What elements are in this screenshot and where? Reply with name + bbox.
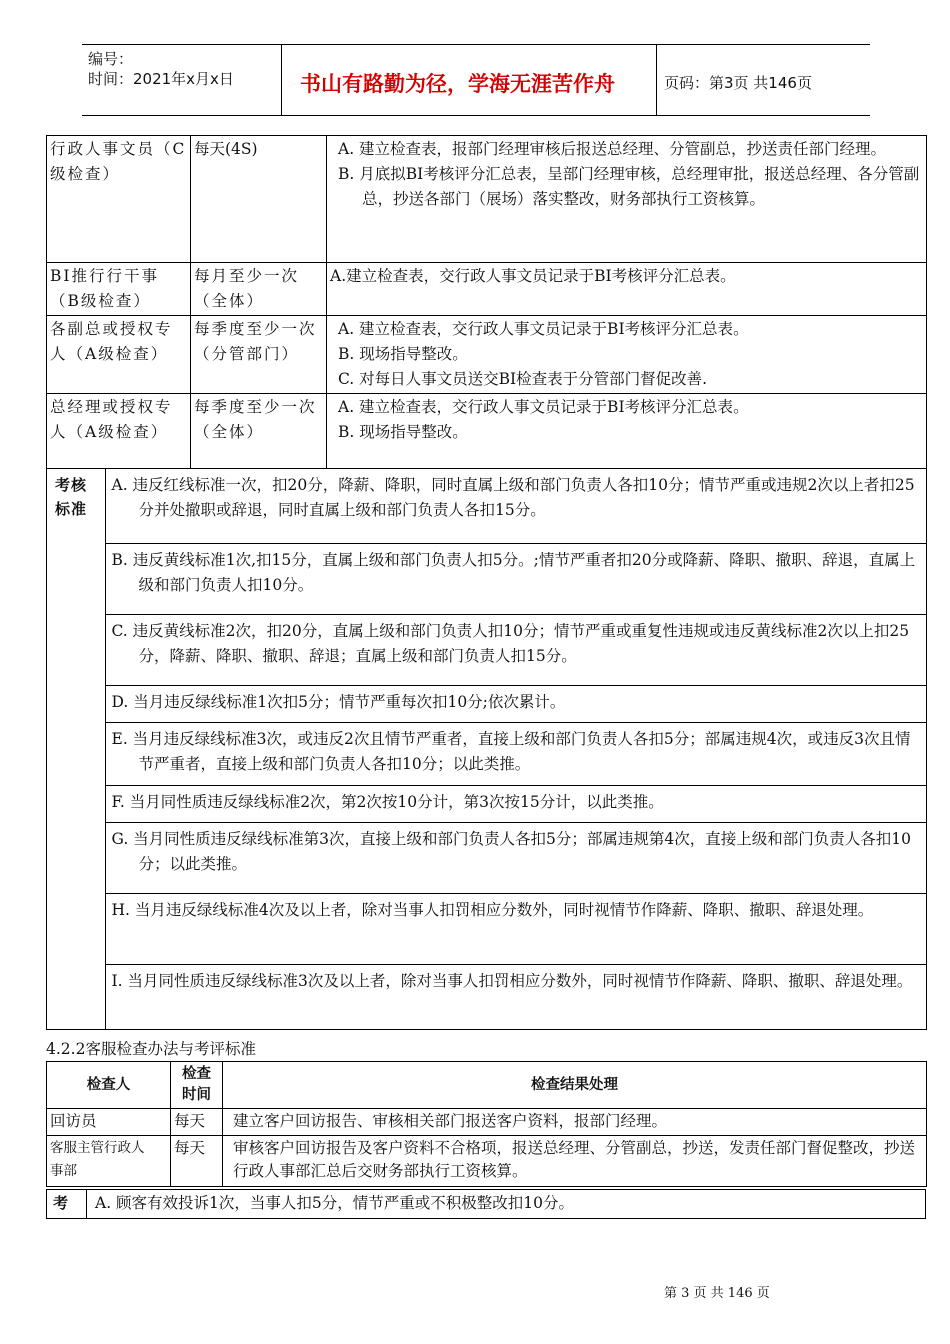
section-title: 4.2.2客服检查办法与考评标准: [46, 1040, 256, 1058]
table-header-row: [47, 1062, 927, 1109]
criteria-text: I. 当月同性质违反绿线标准3次及以上者，除对当事人扣罚相应分数外，同时视情节作降薪、降职、撤职、辞退处理。: [111, 972, 913, 990]
inspection-result: 建立客户回访报告、审核相关部门报送客户资料，报部门经理。: [223, 1109, 927, 1136]
criteria-item: A. 顾客有效投诉1次，当事人扣5分，情节严重或不积极整改扣10分。: [87, 1190, 926, 1219]
criteria-text: B. 违反黄线标准1次,扣15分，直属上级和部门负责人扣5分。;情节严重者扣20分或降薪、降职、撤职、辞退，直属上级和部门负责人扣10分。: [111, 551, 916, 594]
inspection-actions: [327, 394, 927, 469]
criteria-item: [105, 469, 926, 544]
criteria-item: [105, 823, 926, 894]
criteria-text: H. 当月违反绿线标准4次及以上者，除对当事人扣罚相应分数外，同时视情节作降薪、降职、撤职、辞退处理。: [111, 901, 874, 919]
inspection-frequency: 每季度至少一次（分管部门）: [191, 316, 327, 394]
header-bottom-rule: [82, 115, 870, 116]
criteria-item: [105, 786, 926, 823]
action-item: B. 现场指导整改。: [338, 345, 468, 363]
inspection-frequency: 每天: [171, 1109, 223, 1136]
criteria-text: D. 当月违反绿线标准1次扣5分；情节严重每次扣10分;依次累计。: [111, 693, 566, 711]
header-divider-right: [656, 44, 657, 116]
criteria-item: [105, 686, 926, 723]
doc-code-label: 编号：: [88, 50, 134, 68]
criteria-text: E. 当月违反绿线标准3次，或违反2次且情节严重者，直接上级和部门负责人各扣5分；部属违规4次，或违反3次且情节严重者，直接上级和部门负责人各扣10分；以此类推。: [111, 730, 911, 773]
criteria-text: F. 当月同性质违反绿线标准2次，第2次按10分计，第3次按15分计，以此类推。: [111, 793, 664, 811]
doc-date: 时间：2021年x月x日: [88, 70, 234, 88]
criteria-cell: [47, 469, 927, 1030]
header-top-rule: [82, 44, 870, 45]
table-row: [47, 263, 927, 316]
criteria-item: [105, 544, 926, 615]
inspection-result: 审核客户回访报告及客户资料不合格项，报送总经理、分管副总，抄送，发责任部门督促整改，抄送行政人事部汇总后交财务部执行工资核算。: [223, 1136, 927, 1187]
inspector-role: 总经理或授权专人（A级检查）: [47, 394, 191, 469]
action-item: A. 建立检查表，报部门经理审核后报送总经理、分管副总，抄送责任部门经理。: [338, 140, 887, 158]
table-row: [47, 316, 927, 394]
inspection-table: [46, 135, 927, 1030]
criteria-item: [105, 723, 926, 786]
inspector-role: 各副总或授权专人（A级检查）: [47, 316, 191, 394]
table-row: [47, 469, 927, 1030]
criteria-item: [105, 965, 926, 1030]
inspector-role: BI推行行干事（B级检查）: [47, 263, 191, 316]
inspection-frequency: 每季度至少一次（全体）: [191, 394, 327, 469]
inspector-role: 客服主管行政人事部: [47, 1136, 171, 1187]
table-row: [47, 1136, 927, 1187]
action-item: A. 建立检查表，交行政人事文员记录于BI考核评分汇总表。: [338, 398, 749, 416]
service-criteria-table: [46, 1189, 926, 1219]
service-inspection-table: [46, 1061, 927, 1187]
header-divider-left: [281, 44, 282, 116]
criteria-item: [105, 615, 926, 686]
page-footer: 第 3 页 共 146 页: [664, 1286, 770, 1301]
action-item: C. 对每日人事文员送交BI检查表于分管部门督促改善.: [338, 370, 708, 388]
inspector-role: 行政人事文员（C级检查）: [47, 136, 191, 263]
inspection-actions: [327, 136, 927, 263]
table-row: [47, 1109, 927, 1136]
header-motto: 书山有路勤为径，学海无涯苦作舟: [300, 71, 615, 96]
table-row: [47, 136, 927, 263]
header-page-number: 页码：第3页 共146页: [664, 74, 812, 92]
inspection-frequency: 每月至少一次（全体）: [191, 263, 327, 316]
criteria-label: 考: [47, 1190, 87, 1219]
criteria-text: A. 违反红线标准一次，扣20分，降薪、降职，同时直属上级和部门负责人各扣10分；情节严重或违规2次以上者扣25分并处撤职或辞退，同时直属上级和部门负责人各扣15分。: [111, 476, 915, 519]
table-row: [47, 394, 927, 469]
action-item: B. 月底拟BI考核评分汇总表，呈部门经理审核，总经理审批，报送总经理、各分管副总，抄送各部门（展场）落实整改，财务部执行工资核算。: [338, 165, 920, 208]
col-header-inspector: 检查人: [47, 1062, 171, 1109]
criteria-text: C. 违反黄线标准2次，扣20分，直属上级和部门负责人扣10分；情节严重或重复性违规或违反黄线标准2次以上扣25分，降薪、降职、撤职、辞退；直属上级和部门负责人扣15分。: [111, 622, 910, 665]
inspection-actions: [327, 263, 927, 316]
criteria-table: [47, 469, 926, 1029]
criteria-text: G. 当月同性质违反绿线标准第3次，直接上级和部门负责人各扣5分；部属违规第4次，直接上级和部门负责人各扣10分；以此类推。: [111, 830, 911, 873]
col-header-time: 检查时间: [171, 1062, 223, 1109]
action-item: B. 现场指导整改。: [338, 423, 468, 441]
criteria-item: [105, 894, 926, 965]
action-item: A.建立检查表，交行政人事文员记录于BI考核评分汇总表。: [330, 267, 736, 285]
action-item: A. 建立检查表，交行政人事文员记录于BI考核评分汇总表。: [338, 320, 749, 338]
inspector-role: 回访员: [47, 1109, 171, 1136]
criteria-label: 考核标准: [47, 469, 105, 1029]
inspection-frequency: 每天(4S): [191, 136, 327, 263]
inspection-frequency: 每天: [171, 1136, 223, 1187]
col-header-result: 检查结果处理: [223, 1062, 927, 1109]
inspection-actions: [327, 316, 927, 394]
